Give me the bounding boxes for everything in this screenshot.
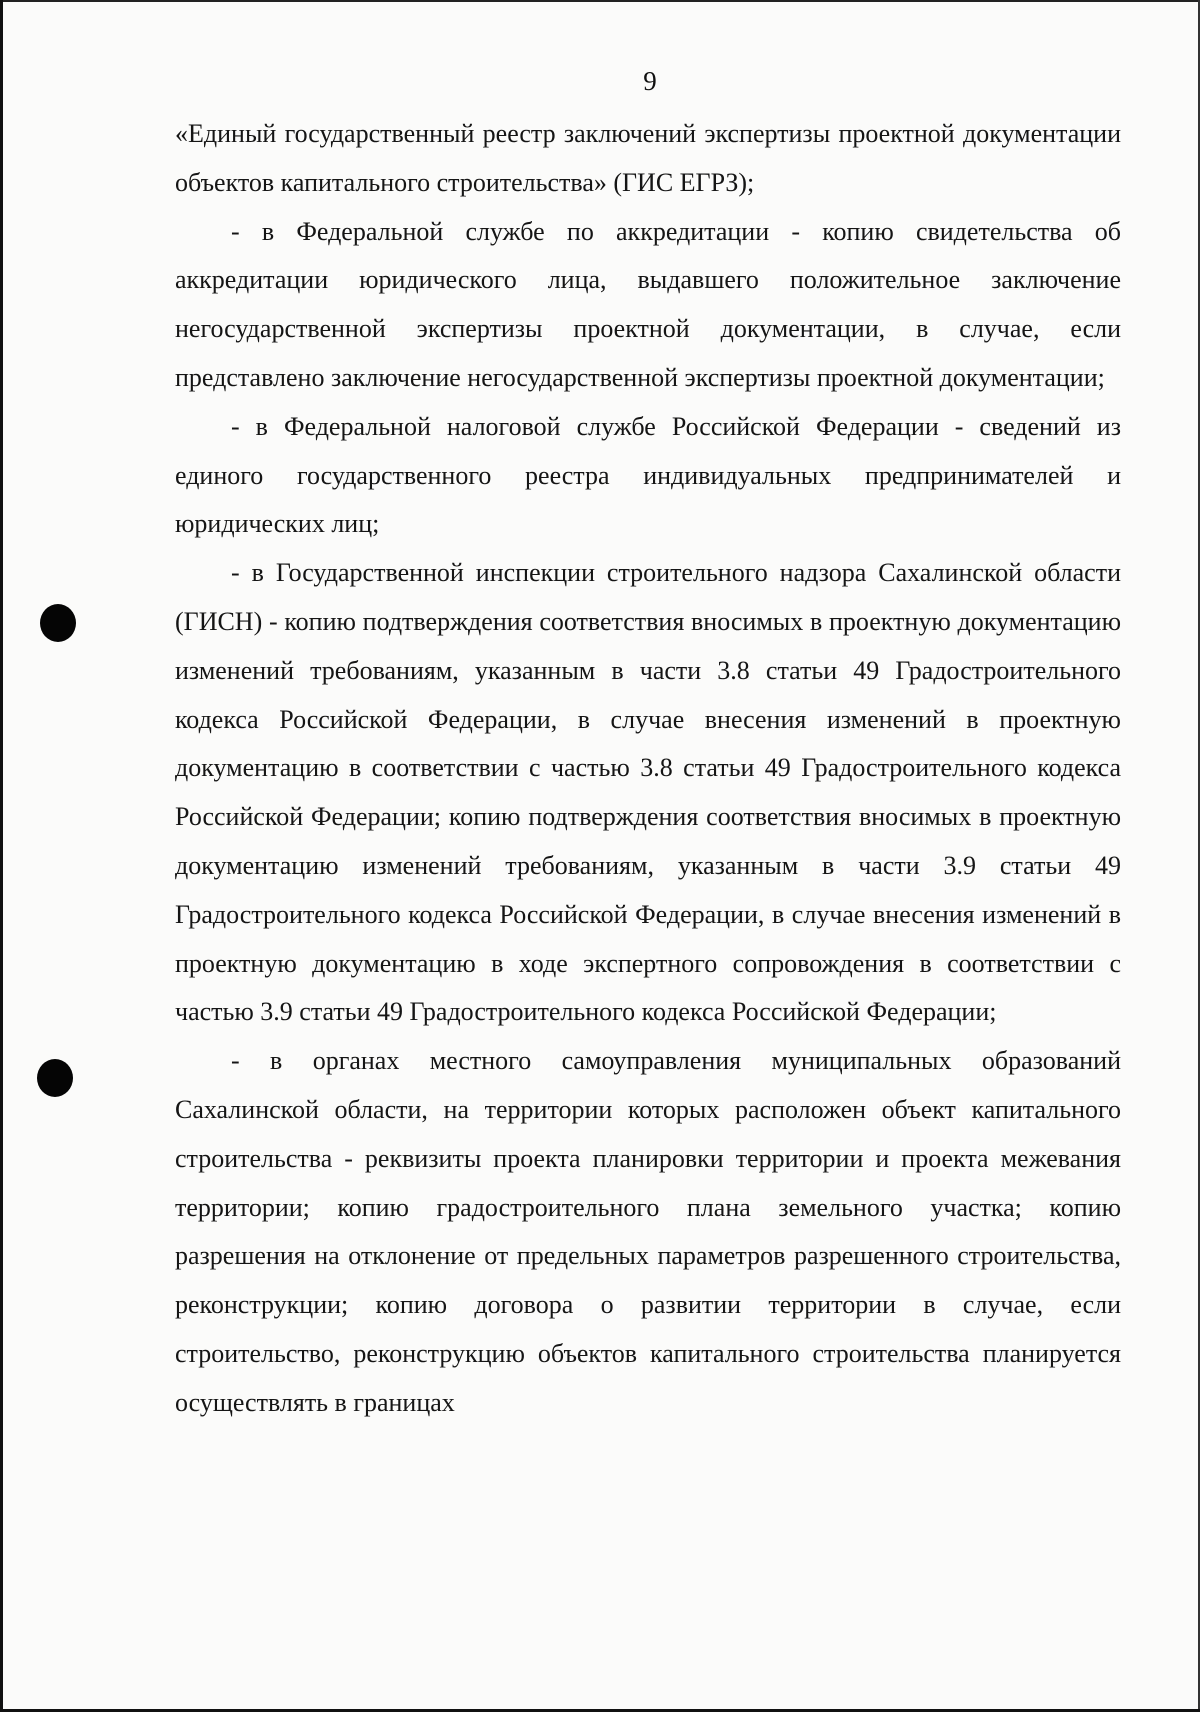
- document-body: [175, 110, 1121, 1428]
- paragraph-construction-inspection: - в Государственной инспекции строительного надзора Сахалинской области (ГИСН) - копию подтверждения соответствия вносимых в проектную документацию изменений требованиям, указанным в части 3.8 статьи 49 Градостроительного кодекса Российской Федерации, в случае внесения изменений в проектную документацию в соответствии с частью 3.8 статьи 49 Градостроительного кодекса Российской Федерации; копию подтверждения соответствия вносимых в проектную документацию изменений требованиям, указанным в части 3.9 статьи 49 Градостроительного кодекса Российской Федерации, в случае внесения изменений в проектную документацию в ходе экспертного сопровождения в соответствии с частью 3.9 статьи 49 Градостроительного кодекса Российской Федерации;: [175, 558, 1121, 1027]
- paragraph-accreditation-service: - в Федеральной службе по аккредитации - копию свидетельства об аккредитации юридического лица, выдавшего положительное заключение негосударственной экспертизы проектной документации, в случае, если представлено заключение негосударственной экспертизы проектной документации;: [175, 216, 1121, 392]
- punch-hole-icon: [40, 604, 76, 642]
- paragraph-continuation: «Единый государственный реестр заключений экспертизы проектной документации объектов капитального строительства» (ГИС ЕГРЗ);: [175, 119, 1121, 197]
- paragraph-local-government: - в органах местного самоуправления муниципальных образований Сахалинской области, на территории которых расположен объект капитального строительства - реквизиты проекта планировки территории и проекта межевания территории; копию градостроительного плана земельного участка; копию разрешения на отклонение от предельных параметров разрешенного строительства, реконструкции; копию договора о развитии территории в случае, если строительство, реконструкцию объектов капитального строительства планируется осуществлять в границах: [175, 1046, 1121, 1417]
- paragraph-tax-service: - в Федеральной налоговой службе Российской Федерации - сведений из единого государственного реестра индивидуальных предпринимателей и юридических лиц;: [175, 411, 1121, 539]
- page-number: 9: [643, 66, 657, 96]
- scan-left-edge: [0, 0, 3, 1712]
- scan-top-edge: [0, 0, 1200, 2]
- punch-hole-icon: [37, 1059, 73, 1097]
